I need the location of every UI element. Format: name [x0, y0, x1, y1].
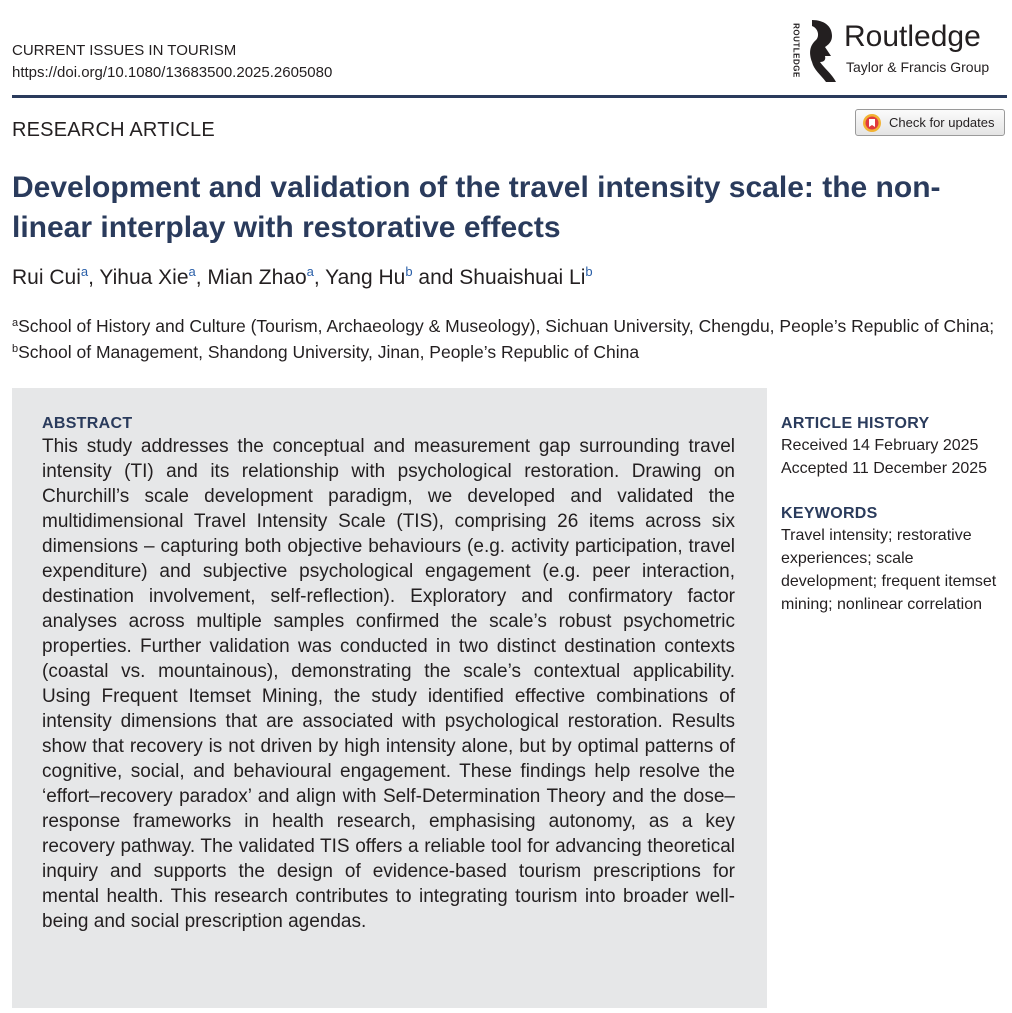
author-list [12, 264, 593, 292]
affil-key: b [12, 343, 19, 355]
article-sidebar [781, 414, 1009, 616]
article-type: RESEARCH ARTICLE [12, 119, 215, 141]
author-separator: , [88, 266, 100, 289]
keywords-text: Travel intensity; restorative experiences; scale development; frequent itemset mining; nonlinear correlation [781, 527, 997, 613]
affil-text: School of History and Culture (Tourism, Archaeology & Museology), Sichuan University, Chengdu, People’s Republic of China; [18, 316, 995, 336]
logo-side-text: ROUTLEDGE [791, 23, 801, 78]
abstract-heading: ABSTRACT [42, 415, 133, 432]
affil-key: a [12, 317, 19, 329]
author-affil-marker[interactable]: b [585, 264, 593, 279]
author-separator: , [195, 266, 208, 289]
article-history-heading: ARTICLE HISTORY [781, 415, 930, 432]
author-name[interactable]: Shuaishuai Li [459, 266, 586, 289]
check-for-updates-label: Check for updates [889, 115, 995, 130]
publisher-group: Taylor & Francis Group [846, 59, 990, 75]
logo-side-label [788, 20, 804, 84]
header-rule [12, 95, 1007, 98]
author-name[interactable]: Yihua Xie [99, 266, 189, 289]
journal-info [12, 40, 332, 84]
author-separator: and [412, 266, 460, 289]
author-name[interactable]: Rui Cui [12, 266, 81, 289]
accepted-date: Accepted 11 December 2025 [781, 460, 988, 477]
routledge-head-icon [806, 18, 836, 84]
author-affil-marker[interactable]: b [405, 264, 413, 279]
update-badge-icon [862, 113, 882, 133]
author-affil-marker[interactable]: a [80, 264, 89, 279]
publisher-logo[interactable] [788, 16, 1008, 86]
doi-link[interactable]: https://doi.org/10.1080/13683500.2025.2605080 [12, 64, 333, 81]
received-date: Received 14 February 2025 [781, 437, 979, 454]
author-affil-marker[interactable]: a [188, 264, 196, 279]
author-separator: , [313, 266, 326, 289]
abstract-panel [12, 388, 767, 1008]
keywords-heading: KEYWORDS [781, 505, 878, 522]
affiliations [12, 313, 1002, 365]
journal-name: CURRENT ISSUES IN TOURISM [12, 42, 237, 59]
abstract-text: This study addresses the conceptual and measurement gap surrounding travel intensity (TI) and its relationship with psychological restoration. Drawing on Churchill’s scale development paradigm, we developed and validated the multidimensional Travel Intensity Scale (TIS), comprising 26 items across six dimensions – capturing both objective behaviours (e.g. activity participation, travel expenditure) and subjective psychological engagement (e.g. peer interaction, destination involvement, self-reflection). Exploratory and confirmatory factor analyses across multiple samples confirmed the scale’s robust psychometric properties. Further validation was conducted in two distinct destination contexts (coastal vs. mountainous), demonstrating the scale’s contextual applicability. Using Frequent Itemset Mining, the study identified effective combinations of intensity dimensions that are associated with psychological restoration. Results show that recovery is not driven by high intensity alone, but by optimal patterns of cognitive, social, and behavioural engagement. These findings help resolve the ‘effort–recovery paradox’ and align with Self-Determination Theory and the dose–response frameworks in health research, emphasising autonomy, as a key recovery pathway. The validated TIS offers a reliable tool for advancing theoretical inquiry and supports the design of evidence-based tourism prescriptions for mental health. This research contributes to integrating tourism into broader well-being and social prescription agendas. [42, 436, 735, 932]
author-name[interactable]: Yang Hu [325, 266, 406, 289]
affil-text: School of Management, Shandong University, Jinan, People’s Republic of China [18, 342, 640, 362]
publisher-name: Routledge [844, 20, 981, 53]
check-for-updates-button[interactable] [855, 109, 1005, 136]
author-name[interactable]: Mian Zhao [207, 266, 307, 289]
article-title: Development and validation of the travel intensity scale: the non-linear interplay with restorative effects [12, 171, 941, 244]
author-affil-marker[interactable]: a [306, 264, 314, 279]
